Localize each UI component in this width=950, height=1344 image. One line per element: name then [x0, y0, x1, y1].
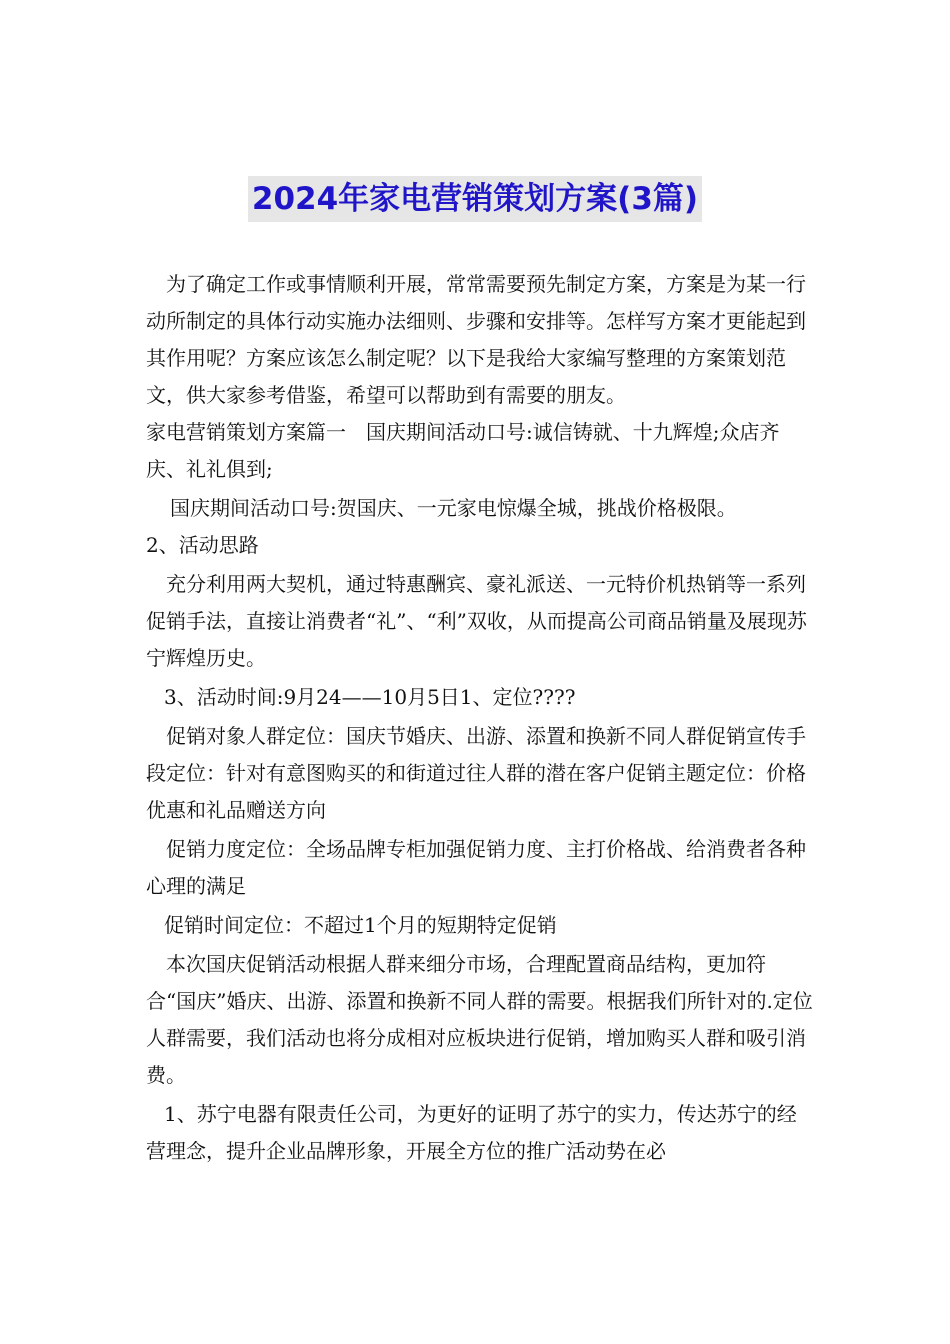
paragraph-promo-time: 促销时间定位：不超过1个月的短期特定促销 — [164, 913, 557, 937]
paragraph-market-segment: 本次国庆促销活动根据人群来细分市场，合理配置商品结构，更加符合“国庆”婚庆、出游、添置和换新不同人群的需要。根据我们所针对的.定位人群需要，我们活动也将分成相对应板块进行促销，增加购买人群和吸引消费。 — [146, 952, 813, 1087]
paragraph-suning: 1、苏宁电器有限责任公司，为更好的证明了苏宁的实力，传达苏宁的经营理念，提升企业品牌形象，开展全方位的推广活动势在必 — [146, 1102, 797, 1163]
paragraph-promo-strength: 促销力度定位：全场品牌专柜加强促销力度、主打价格战、给消费者各种心理的满足 — [146, 837, 806, 898]
paragraph-activity-idea: 充分利用两大契机，通过特惠酬宾、豪礼派送、一元特价机热销等一系列促销手法，直接让消费者“礼”、“利”双收，从而提高公司商品销量及展现苏宁辉煌历史。 — [146, 572, 807, 670]
heading-activity-idea: 2、活动思路 — [146, 533, 259, 557]
paragraph-slogan-2: 国庆期间活动口号:贺国庆、一元家电惊爆全城，挑战价格极限。 — [170, 496, 737, 520]
title-container — [0, 176, 950, 222]
document-body — [146, 266, 816, 1170]
paragraph-slogan-1: 家电营销策划方案篇一 国庆期间活动口号:诚信铸就、十九辉煌;众店齐庆、礼礼俱到; — [146, 420, 780, 481]
document-title: 2024年家电营销策划方案(3篇) — [248, 176, 702, 222]
paragraph-target-positioning: 促销对象人群定位：国庆节婚庆、出游、添置和换新不同人群促销宣传手段定位：针对有意图购买的和街道过往人群的潜在客户促销主题定位：价格优惠和礼品赠送方向 — [146, 724, 806, 822]
paragraph-intro: 为了确定工作或事情顺利开展，常常需要预先制定方案，方案是为某一行动所制定的具体行动实施办法细则、步骤和安排等。怎样写方案才更能起到其作用呢？方案应该怎么制定呢？以下是我给大家编写整理的方案策划范文，供大家参考借鉴，希望可以帮助到有需要的朋友。 — [146, 272, 806, 407]
paragraph-activity-time: 3、活动时间:9月24——10月5日1、定位???? — [164, 685, 576, 709]
